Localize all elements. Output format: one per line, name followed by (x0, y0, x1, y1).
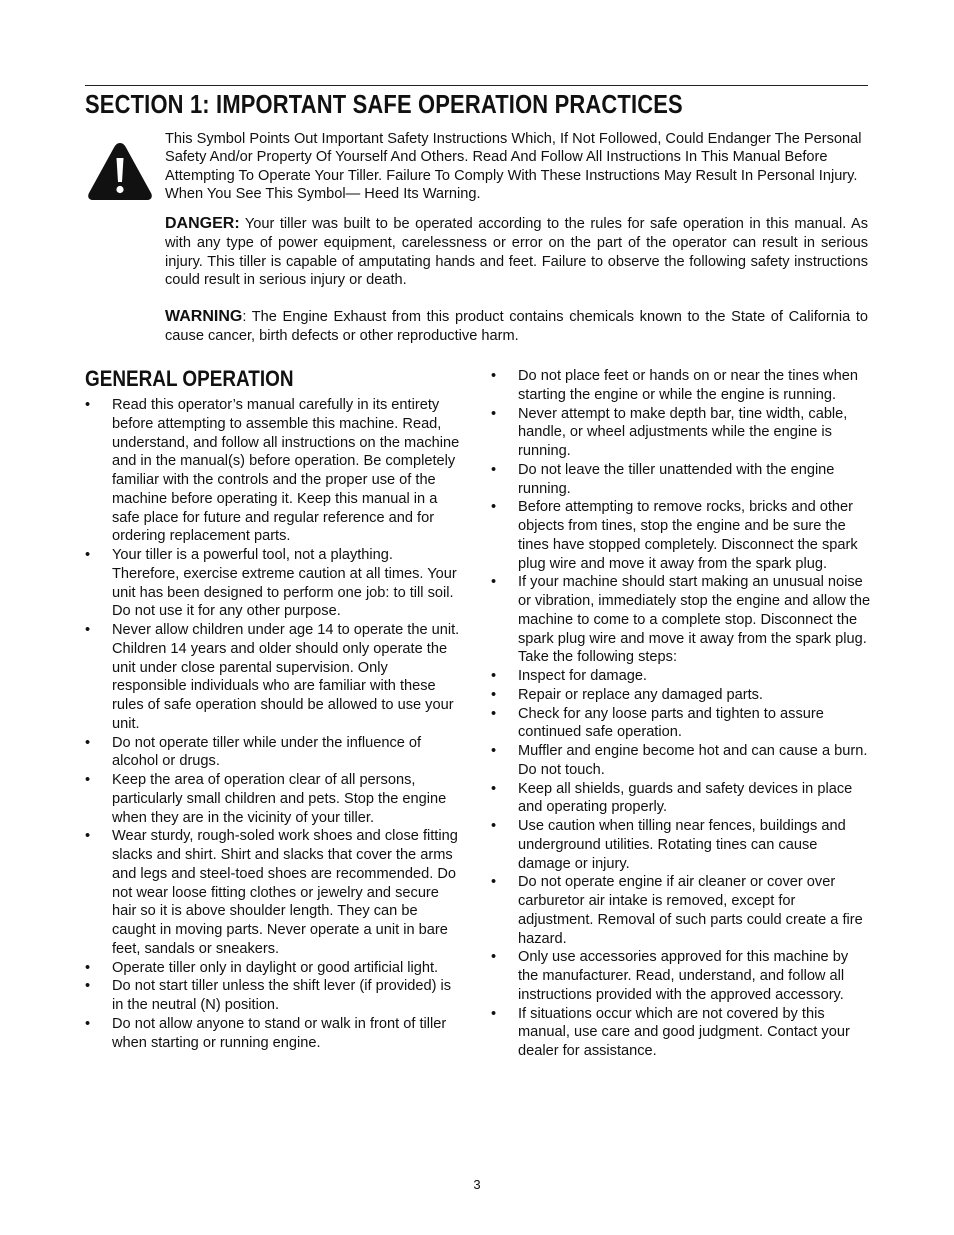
list-item: • If your machine should start making an unusual noise or vibration, immediately stop the engine and allow the machine to come to a complete stop. Disconnect the spark plug wire and move it away from the spark plug. Take the following steps: (491, 573, 871, 667)
list-item: • Do not place feet or hands on or near the tines when starting the engine or while the engine is running. (491, 367, 871, 405)
list-item: • Before attempting to remove rocks, bricks and other objects from tines, stop the engine and be sure the tines have stopped completely. Disconnect the spark plug wire and move it away from the spark plug. (491, 498, 871, 573)
danger-label: DANGER: (165, 215, 240, 232)
list-item: • Operate tiller only in daylight or good artificial light. (85, 959, 463, 978)
top-rule (85, 85, 868, 86)
list-item: • Your tiller is a powerful tool, not a plaything. Therefore, exercise extreme caution at all times. Your unit has been designed to perform one job: to till soil. Do not use it for any other purpose. (85, 546, 463, 621)
list-item: • Keep the area of operation clear of all persons, particularly small children and pets. Stop the engine when they are in the vicinity of your tiller. (85, 771, 463, 827)
list-item: • Never allow children under age 14 to operate the unit. Children 14 years and older should only operate the unit under close parental supervision. Only responsible individuals who are familiar with these rules of safe operation should be allowed to use your unit. (85, 621, 463, 734)
warning-label: WARNING (165, 308, 243, 325)
left-bullet-list (85, 396, 463, 1052)
list-item: • Check for any loose parts and tighten to assure continued safe operation. (491, 705, 871, 743)
warning-paragraph (165, 308, 868, 346)
general-operation-heading: GENERAL OPERATION (85, 366, 294, 391)
intro-block (165, 130, 870, 204)
page-number: 3 (473, 1177, 481, 1192)
danger-text: Your tiller was built to be operated according to the rules for safe operation in this manual. As with any type of power equipment, carelessness or error on the part of the operator can result in serious injury. This tiller is capable of amputating hands and feet. Failure to observe the following safety instructions could result in serious injury or death. (165, 216, 868, 289)
list-item: • Wear sturdy, rough-soled work shoes and close fitting slacks and shirt. Shirt and slacks that cover the arms and legs and steel-toed shoes are recommended. Do not wear loose fitting clothes or jewelry and secure hair so it is above shoulder length. They can be caught in moving parts. Never operate a unit in bare feet, sandals or sneakers. (85, 827, 463, 958)
warning-triangle-icon (86, 140, 154, 202)
right-bullet-list (491, 367, 871, 1061)
list-item: • Only use accessories approved for this machine by the manufacturer. Read, understand, and follow all instructions provided with the approved accessory. (491, 948, 871, 1004)
danger-paragraph (165, 215, 868, 290)
list-item: • Read this operator’s manual carefully in its entirety before attempting to assemble this machine. Read, understand, and follow all instructions on the machine and in the manual(s) before operation. Be completely familiar with the controls and the proper use of the machine before operating it. Keep this manual in a safe place for future and regular reference and for ordering replacement parts. (85, 396, 463, 546)
list-item: • Use caution when tilling near fences, buildings and underground utilities. Rotating tines can cause damage or injury. (491, 817, 871, 873)
list-item: • Do not leave the tiller unattended with the engine running. (491, 461, 871, 499)
intro-text: This Symbol Points Out Important Safety Instructions Which, If Not Followed, Could Endanger The Personal Safety And/or Property Of Yourself And Others. Read And Follow All Instructions In This Manual Before Attempting To Operate Your Tiller. Failure To Comply With These Instructions May Result In Personal Injury. When You See This Symbol— Heed Its Warning. (165, 131, 862, 203)
list-item: • Muffler and engine become hot and can cause a burn. Do not touch. (491, 742, 871, 780)
list-item: • Do not start tiller unless the shift lever (if provided) is in the neutral (N) position. (85, 977, 463, 1015)
list-item: • Never attempt to make depth bar, tine width, cable, handle, or wheel adjustments while the engine is running. (491, 405, 871, 461)
list-item: • Repair or replace any damaged parts. (491, 686, 871, 705)
list-item: • Do not operate tiller while under the influence of alcohol or drugs. (85, 734, 463, 772)
warning-text: : The Engine Exhaust from this product contains chemicals known to the State of California to cause cancer, birth defects or other reproductive harm. (165, 309, 868, 344)
list-item: • Keep all shields, guards and safety devices in place and operating properly. (491, 780, 871, 818)
section-title: SECTION 1: IMPORTANT SAFE OPERATION PRACTICES (85, 91, 683, 119)
list-item: • Do not allow anyone to stand or walk in front of tiller when starting or running engine. (85, 1015, 463, 1053)
list-item: • Do not operate engine if air cleaner or cover over carburetor air intake is removed, except for adjustment. Removal of such parts could create a fire hazard. (491, 873, 871, 948)
list-item: • Inspect for damage. (491, 667, 871, 686)
list-item: • If situations occur which are not covered by this manual, use care and good judgment. Contact your dealer for assistance. (491, 1005, 871, 1061)
